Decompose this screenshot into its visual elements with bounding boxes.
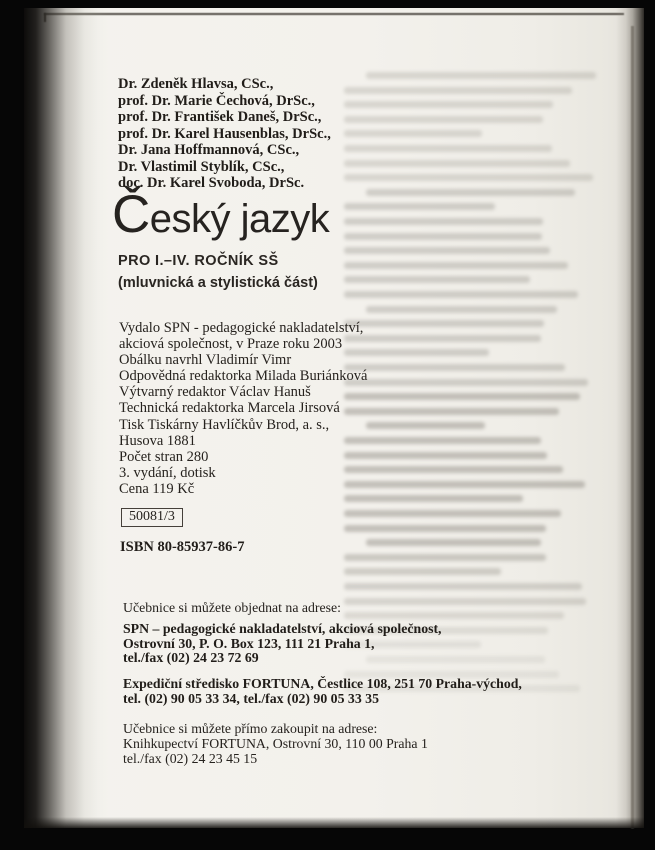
bleedthrough-line [344,335,541,342]
imprint-block [119,320,367,497]
book-subtitle: PRO I.–IV. ROČNÍK SŠ [118,253,279,269]
author-list [118,76,331,192]
imprint-line: Husova 1881 [119,432,196,449]
bleedthrough-line [344,247,550,254]
purchase-address [123,737,428,766]
bleedthrough-line [344,510,561,517]
bleedthrough-line [344,145,552,152]
bleedthrough-line [344,554,546,561]
bleedthrough-line [344,233,542,240]
title-initial: Č [112,185,150,244]
bleedthrough-line [344,364,565,371]
imprint-line: Vydalo SPN - pedagogické nakladatelství, [119,320,364,336]
bleedthrough-line [366,422,485,429]
imprint-line: Počet stran 280 [119,448,209,465]
imprint-line: Odpovědná redaktorka Milada Buriánková [119,368,368,385]
imprint-line: Tisk Tiskárny Havlíčkův Brod, a. s., [119,416,330,433]
purchase-heading: Učebnice si můžete přímo zakoupit na adrese: [123,721,378,736]
book-subtitle-part: (mluvnická a stylistická část) [118,275,318,291]
bleedthrough-line [344,276,530,283]
book-title [112,185,330,244]
order-address-line: Ostrovní 30, P. O. Box 123, 111 21 Praha 1, [123,635,375,651]
bleedthrough-line [344,452,547,459]
book-gutter-shadow [24,8,108,828]
author: Dr. Vlastimil Styblík, CSc., [118,158,285,175]
imprint-line: Výtvarný redaktor Václav Hanuš [119,384,311,401]
bleedthrough-line [344,160,570,167]
bleedthrough-line [344,393,580,400]
bleedthrough-line [344,583,582,590]
page-right-edge-shadow [616,8,644,828]
bleedthrough-line [344,130,482,137]
bleedthrough-line [344,437,541,444]
catalog-number-box [121,508,183,527]
bleedthrough-line [366,306,557,313]
bleedthrough-line [344,612,564,619]
order-address-line: tel./fax (02) 24 23 72 69 [123,650,259,666]
page-top-edge-line [44,13,624,15]
order-heading: Učebnice si můžete objednat na adrese: [123,600,341,615]
purchase-address-line: tel./fax (02) 24 23 45 15 [123,750,258,766]
bleedthrough-line [344,466,563,473]
dispatch-address-line: Expediční středisko FORTUNA, Čestlice 108, 251 70 Praha-východ, [123,676,522,691]
imprint-line: akciová společnost, v Praze roku 2003 [119,336,343,353]
bleedthrough-line [344,481,585,488]
bleedthrough-line [344,218,543,225]
purchase-address-line: Knihkupectví FORTUNA, Ostrovní 30, 110 00 Praha 1 [123,736,428,751]
bleedthrough-line [366,189,575,196]
bleedthrough-line [344,262,568,269]
dispatch-address-line: tel. (02) 90 05 33 34, tel./fax (02) 90 05 33 35 [123,690,379,706]
bleedthrough-line [344,116,543,123]
bleedthrough-line [344,291,578,298]
title-rest: eský jazyk [149,197,330,241]
bleedthrough-line [344,101,553,108]
bleedthrough-line [366,539,541,546]
imprint-line: 3. vydání, dotisk [119,464,216,481]
imprint-line: Technická redaktorka Marcela Jirsová [119,400,340,417]
author: Dr. Zdeněk Hlavsa, CSc., [118,76,274,92]
author: prof. Dr. Karel Hausenblas, DrSc., [118,125,331,142]
bleedthrough-line [366,72,596,79]
bleedthrough-line [344,408,559,415]
catalog-number: 50081/3 [129,509,175,524]
author: prof. Dr. František Daneš, DrSc., [118,109,322,125]
page-bottom-edge-shadow [24,817,644,828]
imprint-line: Obálku navrhl Vladimír Vimr [119,352,292,369]
bleedthrough-line [344,568,501,575]
reverse-page-bleedthrough [344,72,618,712]
bleedthrough-line [344,320,544,327]
bleedthrough-line [344,203,495,210]
dispatch-address [123,677,522,706]
order-address [123,622,442,666]
bleedthrough-line [344,495,523,502]
author: Dr. Jana Hoffmannová, CSc., [118,142,300,158]
author: doc. Dr. Karel Svoboda, DrSc. [118,175,305,191]
bleedthrough-line [344,379,588,386]
order-address-line: SPN – pedagogické nakladatelství, akciová společnost, [123,621,442,636]
bleedthrough-line [344,87,572,94]
book-imprint-page [24,8,644,828]
bleedthrough-line [344,525,546,532]
isbn: ISBN 80-85937-86-7 [120,539,245,555]
author: prof. Dr. Marie Čechová, DrSc., [118,92,315,109]
bleedthrough-line [344,598,586,605]
imprint-line: Cena 119 Kč [119,480,195,497]
bleedthrough-line [344,174,593,181]
